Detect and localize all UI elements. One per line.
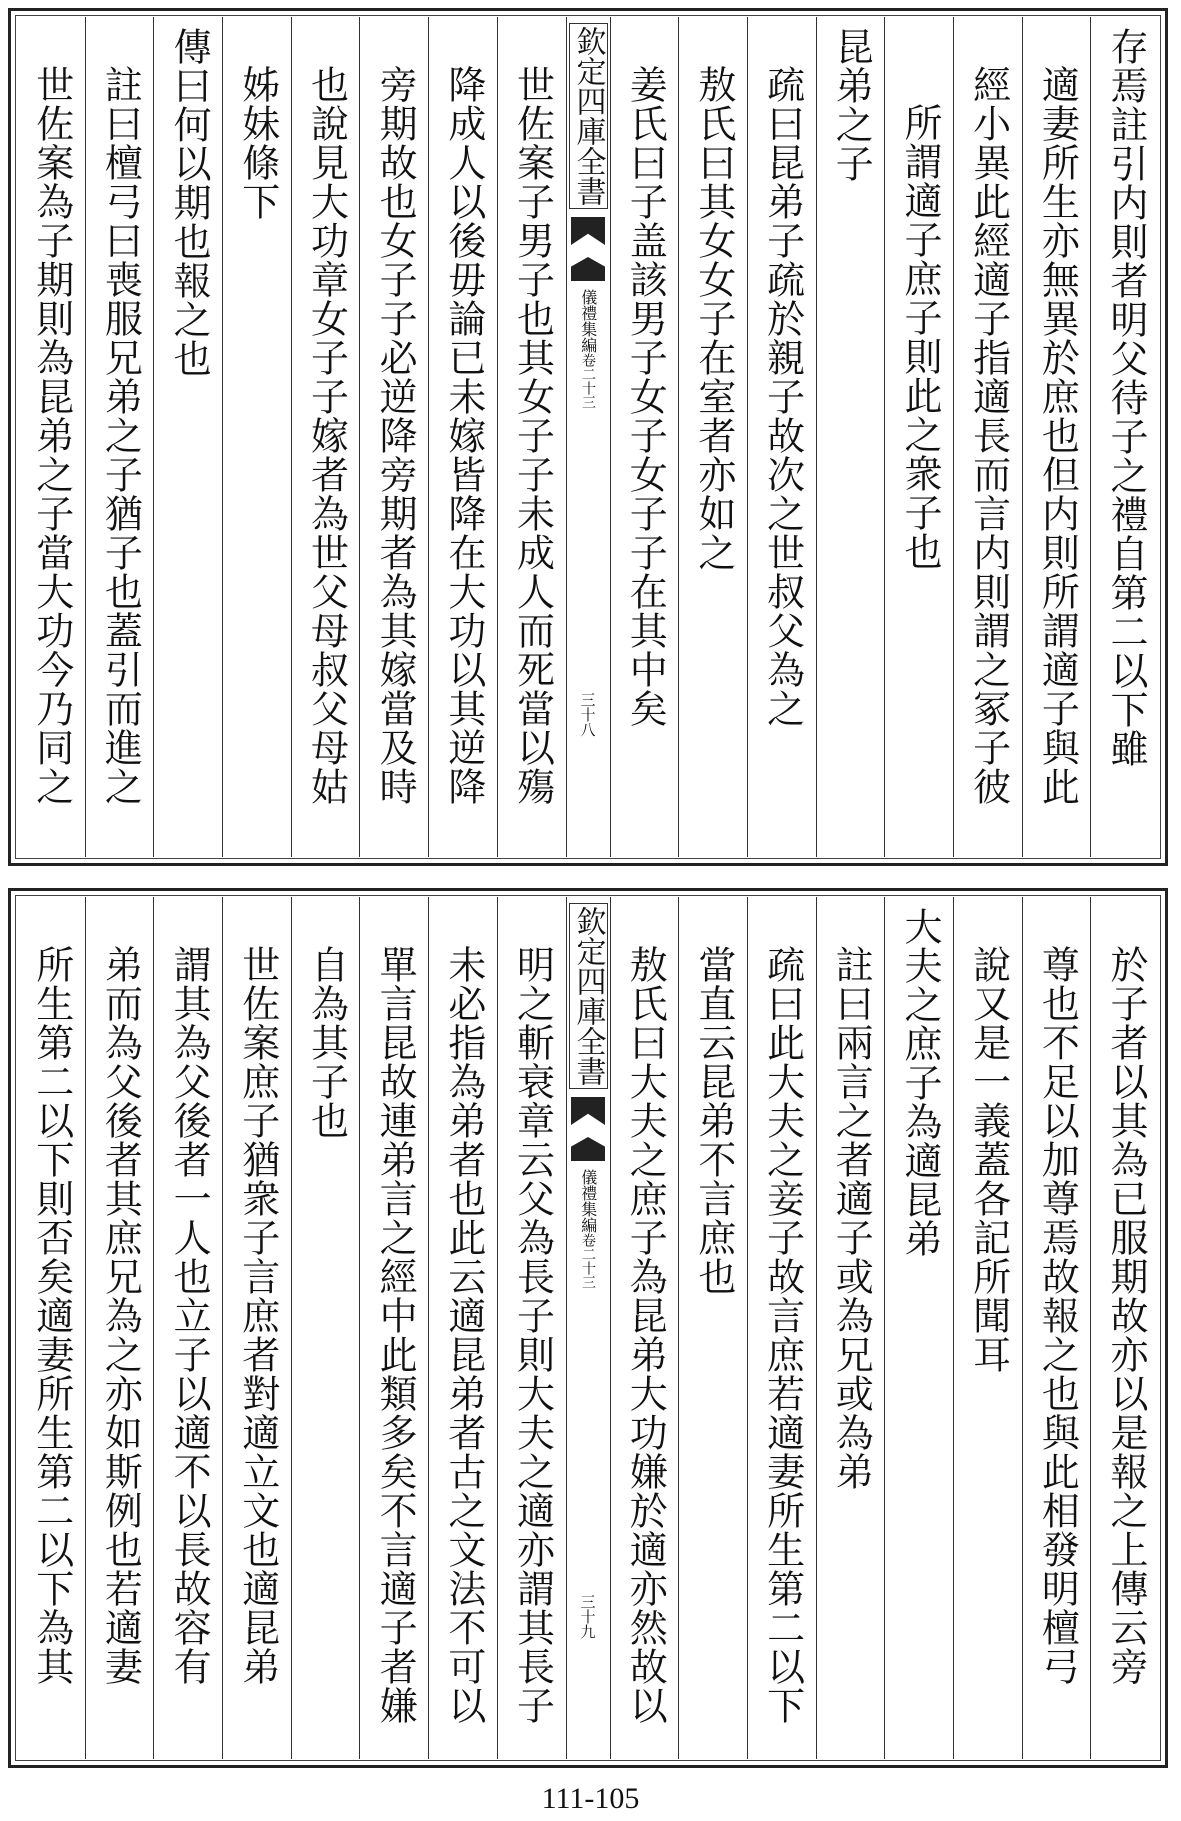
upper-page [8,8,1168,866]
column-text: 存焉註引内則者明父待子之禮自第二以下雖 [1104,27,1148,768]
text-column [222,17,291,857]
column-text: 尊也不足以加尊焉故報之也與此相發明檀弓 [1035,945,1080,1686]
text-column [816,17,885,857]
lower-page-columns [17,897,1159,1759]
text-column [884,17,953,857]
column-text: 疏曰昆弟子疏於親子故次之世叔父為之 [760,65,805,728]
column-text: 未必指為弟者也此云適昆弟者古之文法不可以 [441,945,486,1725]
column-text: 自為其子也 [304,945,349,1140]
text-column [17,897,85,1759]
text-column [428,17,497,857]
text-column [816,897,885,1759]
column-text: 所生第二以下則否矣適妻所生第二以下為其 [29,945,74,1686]
text-column [1022,17,1091,857]
text-column [678,897,747,1759]
leaf-number: 三十九 [578,1594,597,1639]
column-text: 大夫之庶子為適昆弟 [897,907,942,1258]
column-text: 謂其為父後者一人也立子以適不以長故容有 [167,945,212,1686]
fish-tail-mark-icon [571,1097,605,1161]
text-column [17,17,85,857]
column-text: 世佐案子男子也其女子子未成人而死當以殤 [510,65,555,806]
text-column [953,897,1022,1759]
text-column [610,17,679,857]
text-column [428,897,497,1759]
column-text: 姜氏曰子盖該男子女子女子子在其中矣 [623,65,668,728]
column-text: 說又是一義蓋各記所聞耳 [966,945,1011,1374]
text-column [359,17,428,857]
text-column [497,17,566,857]
column-text: 世佐案為子期則為昆弟之子當大功今乃同之 [29,65,74,806]
upper-page-columns [17,17,1159,857]
book-title: 儀禮集編 [578,1169,598,1233]
lower-page [8,888,1168,1768]
text-column [1090,17,1159,857]
volume-label: 卷二十三 [580,1233,596,1289]
column-text: 旁期故也女子子必逆降旁期者為其嫁當及時 [373,65,418,806]
text-column [153,897,222,1759]
column-text: 註曰兩言之者適子或為兄或為弟 [829,945,874,1491]
column-text: 當直云昆弟不言庶也 [691,945,736,1296]
column-text: 世佐案庶子猶衆子言庶者對適立文也適昆弟 [235,945,280,1686]
column-text: 於子者以其為已服期故亦以是報之上傳云旁 [1104,945,1148,1686]
text-column [497,897,566,1759]
text-column [85,897,154,1759]
column-text: 單言昆故連弟言之經中此類多矣不言適子者嫌 [373,945,418,1725]
column-text: 經小異此經適子指適長而言内則謂之冢子彼 [966,65,1011,806]
center-margin-column [566,17,610,857]
text-column [884,897,953,1759]
text-column [85,17,154,857]
text-column [291,897,360,1759]
column-text: 也說見大功章女子子嫁者為世父母叔父母姑 [304,65,349,806]
column-text: 昆弟之子 [829,27,874,183]
fish-tail-mark-icon [571,217,605,281]
text-column [222,897,291,1759]
column-text: 姊妹條下 [235,65,280,221]
text-column [747,897,816,1759]
collection-title: 欽定四庫全書 [569,23,608,209]
column-text: 敖氏曰大夫之庶子為昆弟大功嫌於適亦然故以 [623,945,668,1725]
column-text: 明之斬衰章云父為長子則大夫之適亦謂其長子 [510,945,555,1725]
column-text: 弟而為父後者其庶兄為之亦如斯例也若適妻 [98,945,143,1686]
text-column [610,897,679,1759]
leaf-number: 三十八 [578,692,597,737]
text-column [678,17,747,857]
column-text: 所謂適子庶子則此之衆子也 [897,103,942,571]
column-text: 適妻所生亦無異於庶也但内則所謂適子與此 [1035,65,1080,806]
volume-label: 卷二十三 [580,353,596,409]
text-column [747,17,816,857]
page-number-footer: 111-105 [541,1782,640,1815]
column-text: 註曰檀弓曰喪服兄弟之子猶子也蓋引而進之 [98,65,143,806]
text-column [291,17,360,857]
book-title: 儀禮集編 [578,289,598,353]
text-column [153,17,222,857]
column-text: 敖氏曰其女女子在室者亦如之 [691,65,736,572]
column-text: 傳曰何以期也報之也 [167,27,212,378]
text-column [953,17,1022,857]
center-margin-column [566,897,610,1759]
column-text: 疏曰此大夫之妾子故言庶若適妻所生第二以下 [760,945,805,1725]
collection-title: 欽定四庫全書 [569,903,608,1089]
text-column [1022,897,1091,1759]
text-column [359,897,428,1759]
text-column [1090,897,1159,1759]
column-text: 降成人以後毋論已未嫁皆降在大功以其逆降 [441,65,486,806]
